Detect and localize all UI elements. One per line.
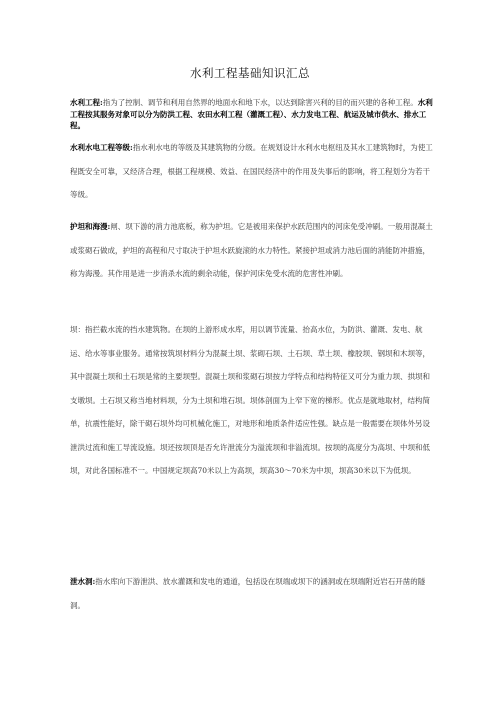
paragraph-text: 指水库向下游泄洪、放水灌溉和发电的通道，包括设在坝端或坝下的涵洞或在坝端附近岩石开凿的隧洞。 <box>70 577 426 610</box>
term-engineering-grade: 水利水电工程等级: <box>70 143 133 152</box>
term-hydraulic-engineering: 水利工程: <box>70 98 103 107</box>
paragraph-text: 指水利水电的等级及其建筑物的分级。在规划设计水利水电枢纽及其水工建筑物时，为使工程既安全可靠，又经济合理，根据工程规模、效益、在国民经济中的作用及失事后的影响，将工程划分为若干等级。 <box>70 143 433 199</box>
paragraph-text: 指为了控制、调节和利用自然界的地面水和地下水，以达到除害兴利的目的而兴建的各种工程。 <box>102 98 418 107</box>
paragraph-text: 闸、坝下游的消力池底板，称为护坦。它是被用来保护水跃范围内的河床免受冲刷。一般用混凝土或浆砌石做成，护坦的高程和尺寸取决于护坦水跃旋滚的水力特性。紧接护坦或消力池后面的消能防冲措施，称为海漫。其作用是进一步消杀水流的剩余动能，保护河床免受水流的危害性冲刷。 <box>70 222 433 278</box>
paragraph-spillway-tunnel <box>70 570 434 617</box>
paragraph-dam <box>70 318 434 483</box>
document-title: 水利工程基础知识汇总 <box>190 66 310 80</box>
paragraph-engineering-grade <box>70 136 434 207</box>
highlighted-text: 水利工程按其服务对象可以分为防洪工程、农田水利工程（灌溉工程）、水力发电工程、航运及城市供水、排水工程。 <box>70 98 433 130</box>
term-apron: 护坦和海漫: <box>70 222 111 231</box>
term-spillway-tunnel: 泄水洞: <box>70 577 96 586</box>
paragraph-apron <box>70 215 434 286</box>
paragraph-hydraulic-engineering <box>70 97 434 132</box>
paragraph-text: 坝：指拦截水流的挡水建筑物。在坝的上游形成水库，用以调节流量、抬高水位，为防洪、灌溉、发电、航运、给水等事业服务。通常按筑坝材料分为混凝土坝、浆砌石坝、土石坝、草土坝、橡胶坝、钢坝和木坝等，其中混凝土坝和土石坝是常的主要坝型。混凝土坝和浆砌石坝按力学特点和结构特征又可分为重力坝、拱坝和支墩坝。土石坝又称当地材料坝，分为土坝和堆石坝。坝体剖面为上窄下宽的梯形。优点是就地取材，结构简单，抗震性能好，除干砌石坝外均可机械化施工，对地形和地质条件适应性强。缺点是一般需要在坝体外另设泄洪过流和施工导流设施。坝还按坝顶是否允许泄流分为溢流坝和非溢流坝。按坝的高度分为高坝、中坝和低坝，对此各国标准不一。中国规定坝高70米以上为高坝，坝高30～70米为中坝，坝高30米以下为低坝。 <box>70 325 430 475</box>
